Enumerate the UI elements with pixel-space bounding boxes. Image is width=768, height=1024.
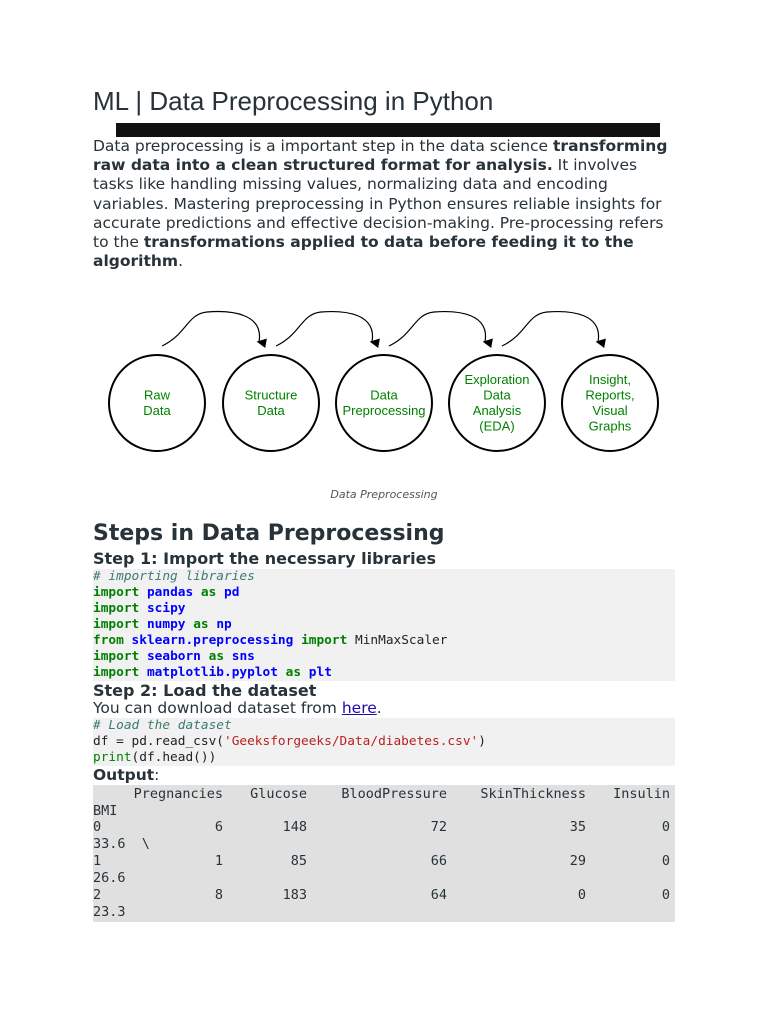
code-token [139,585,147,600]
output-cell: 183 [282,887,307,903]
download-text-end: . [376,699,382,717]
output-cell: 72 [430,819,447,835]
output-column-header: BloodPressure [341,786,447,802]
output-cell: 0 [661,853,670,869]
output-column-header: BMI [93,803,118,819]
code-token: 'Geeksforgeeks/Data/diabetes.csv' [223,734,479,749]
output-block [93,785,675,922]
flow-arrow [502,312,599,346]
step2-code-line [93,718,675,734]
step1-code-line [93,601,675,617]
figure-caption: Data Preprocessing [330,488,438,501]
code-token: as [285,665,302,680]
output-data-wrap-row [93,904,675,921]
flow-node-1 [109,355,205,451]
output-column-header: SkinThickness [480,786,586,802]
code-token: # importing libraries [93,569,255,584]
output-row-index: 2 [93,887,102,903]
output-column-header: Pregnancies [133,786,223,802]
flow-node-2 [223,355,319,451]
code-token [139,649,147,664]
flow-node-label: Analysis [472,402,522,418]
intro-paragraph [93,137,668,271]
flow-node-label: Raw [143,387,171,403]
code-token: import [93,665,140,680]
step2-code-line [93,750,675,766]
output-cell: 23.3 [93,904,126,920]
code-token: import [93,649,140,664]
output-cell: 8 [214,887,223,903]
code-token: pd [224,585,240,600]
output-header-wrap-row [93,803,675,820]
intro-text-1: Data preprocessing is a important step in the data science [93,137,554,155]
step1-code-line [93,585,675,601]
output-column-header: Insulin [613,786,670,802]
step2-code-line [93,734,675,750]
output-data-row [93,853,675,870]
download-text: You can download dataset from [93,699,342,717]
code-token: np [216,617,232,632]
steps-heading: Steps in Data Preprocessing [93,521,445,546]
step1-code-line [93,633,675,649]
flow-node-label: Visual [592,402,628,418]
output-cell: 29 [569,853,586,869]
output-cell: 33.6 \ [93,836,150,852]
code-token: as [208,649,225,664]
flow-arrow [276,312,373,346]
output-data-wrap-row [93,870,675,887]
output-row-index: 0 [93,819,102,835]
code-token [124,633,132,648]
code-token: from [93,633,124,648]
code-token [224,649,232,664]
code-token: import [93,617,140,632]
output-data-row [93,819,675,836]
step2-heading: Step 2: Load the dataset [93,681,317,700]
flow-node-label: Graphs [588,418,632,434]
banner-bar [116,123,660,137]
flow-node-label: Structure [244,387,298,403]
step1-heading: Step 1: Import the necessary libraries [93,549,436,568]
code-token: print [93,750,132,765]
download-paragraph [93,699,382,717]
page-title: ML | Data Preprocessing in Python [93,86,494,116]
output-cell: 6 [214,819,223,835]
output-cell: 0 [661,887,670,903]
flow-node-label: Data [257,402,285,418]
output-cell: 66 [430,853,447,869]
preprocessing-flow-diagram [0,300,768,470]
code-token: numpy [146,617,186,632]
code-token: import [93,601,140,616]
flow-node-label: (EDA) [479,418,515,434]
code-token [216,585,224,600]
output-cell: 148 [282,819,307,835]
intro-text-2: It involves tasks like handling missing values, normalizing data and encoding variables. Mastering preprocessing in Python ensures reliable insights for accurate predictions and effective decision-making. Pre-processing refers to the [93,156,664,252]
flow-node-label: Data [370,387,398,403]
code-token [193,585,201,600]
intro-bold-2: transformations applied to data before feeding it to the algorithm [93,233,634,271]
code-token: # Load the dataset [93,718,232,733]
code-token: as [200,585,217,600]
output-cell: 35 [569,819,586,835]
step1-code-line [93,569,675,585]
code-token: (df.head()) [131,750,217,765]
code-token: ) [478,734,486,749]
code-token: MinMaxScaler [347,633,448,648]
code-token: scipy [146,601,186,616]
output-cell: 0 [577,887,586,903]
code-token [139,617,147,632]
flow-node-label: Reports, [585,387,635,403]
intro-text-3: . [178,252,184,271]
output-row-index: 1 [93,853,102,869]
code-token [278,665,286,680]
output-label [93,766,159,784]
output-data-wrap-row [93,836,675,853]
output-cell: 1 [214,853,223,869]
code-token: plt [308,665,332,680]
step1-code-line [93,649,675,665]
flow-node-5 [562,355,658,451]
flow-node-label: Preprocessing [342,402,426,418]
flow-node-3 [336,355,432,451]
code-token [139,665,147,680]
output-cell: 26.6 [93,870,126,886]
step2-code-block [93,718,675,766]
code-token: pandas [146,585,194,600]
code-token: import [301,633,348,648]
flow-node-4 [449,355,545,451]
output-cell: 85 [290,853,307,869]
flow-node-label: Exploration [464,371,530,387]
code-token: import [93,585,140,600]
flow-arrow [162,312,260,346]
code-token [293,633,301,648]
output-data-row [93,887,675,904]
output-label-colon: : [154,766,160,784]
output-column-header: Glucose [250,786,307,802]
output-cell: 64 [430,887,447,903]
code-token [139,601,147,616]
step1-code-line [93,665,675,681]
code-token: seaborn [146,649,201,664]
code-token: as [193,617,209,632]
intro-bold-1: transforming raw data into a clean structured format for analysis. [93,137,668,175]
dataset-link[interactable]: here [341,699,377,717]
code-token [201,649,209,664]
step1-code-line [93,617,675,633]
flow-node-label: Insight, [589,371,631,387]
flow-node-label: Data [143,402,171,418]
output-header-row [93,786,675,803]
output-cell: 0 [661,819,670,835]
flow-arrow [389,312,486,346]
step1-code-block [93,569,675,681]
output-label-bold: Output [93,766,155,784]
code-token: sklearn.preprocessing [131,633,294,648]
code-token: matplotlib.pyplot [146,665,278,680]
code-token: sns [231,649,255,664]
flow-node-label: Data [483,387,511,403]
code-token [301,665,309,680]
code-token: df = pd.read_csv( [93,734,224,749]
